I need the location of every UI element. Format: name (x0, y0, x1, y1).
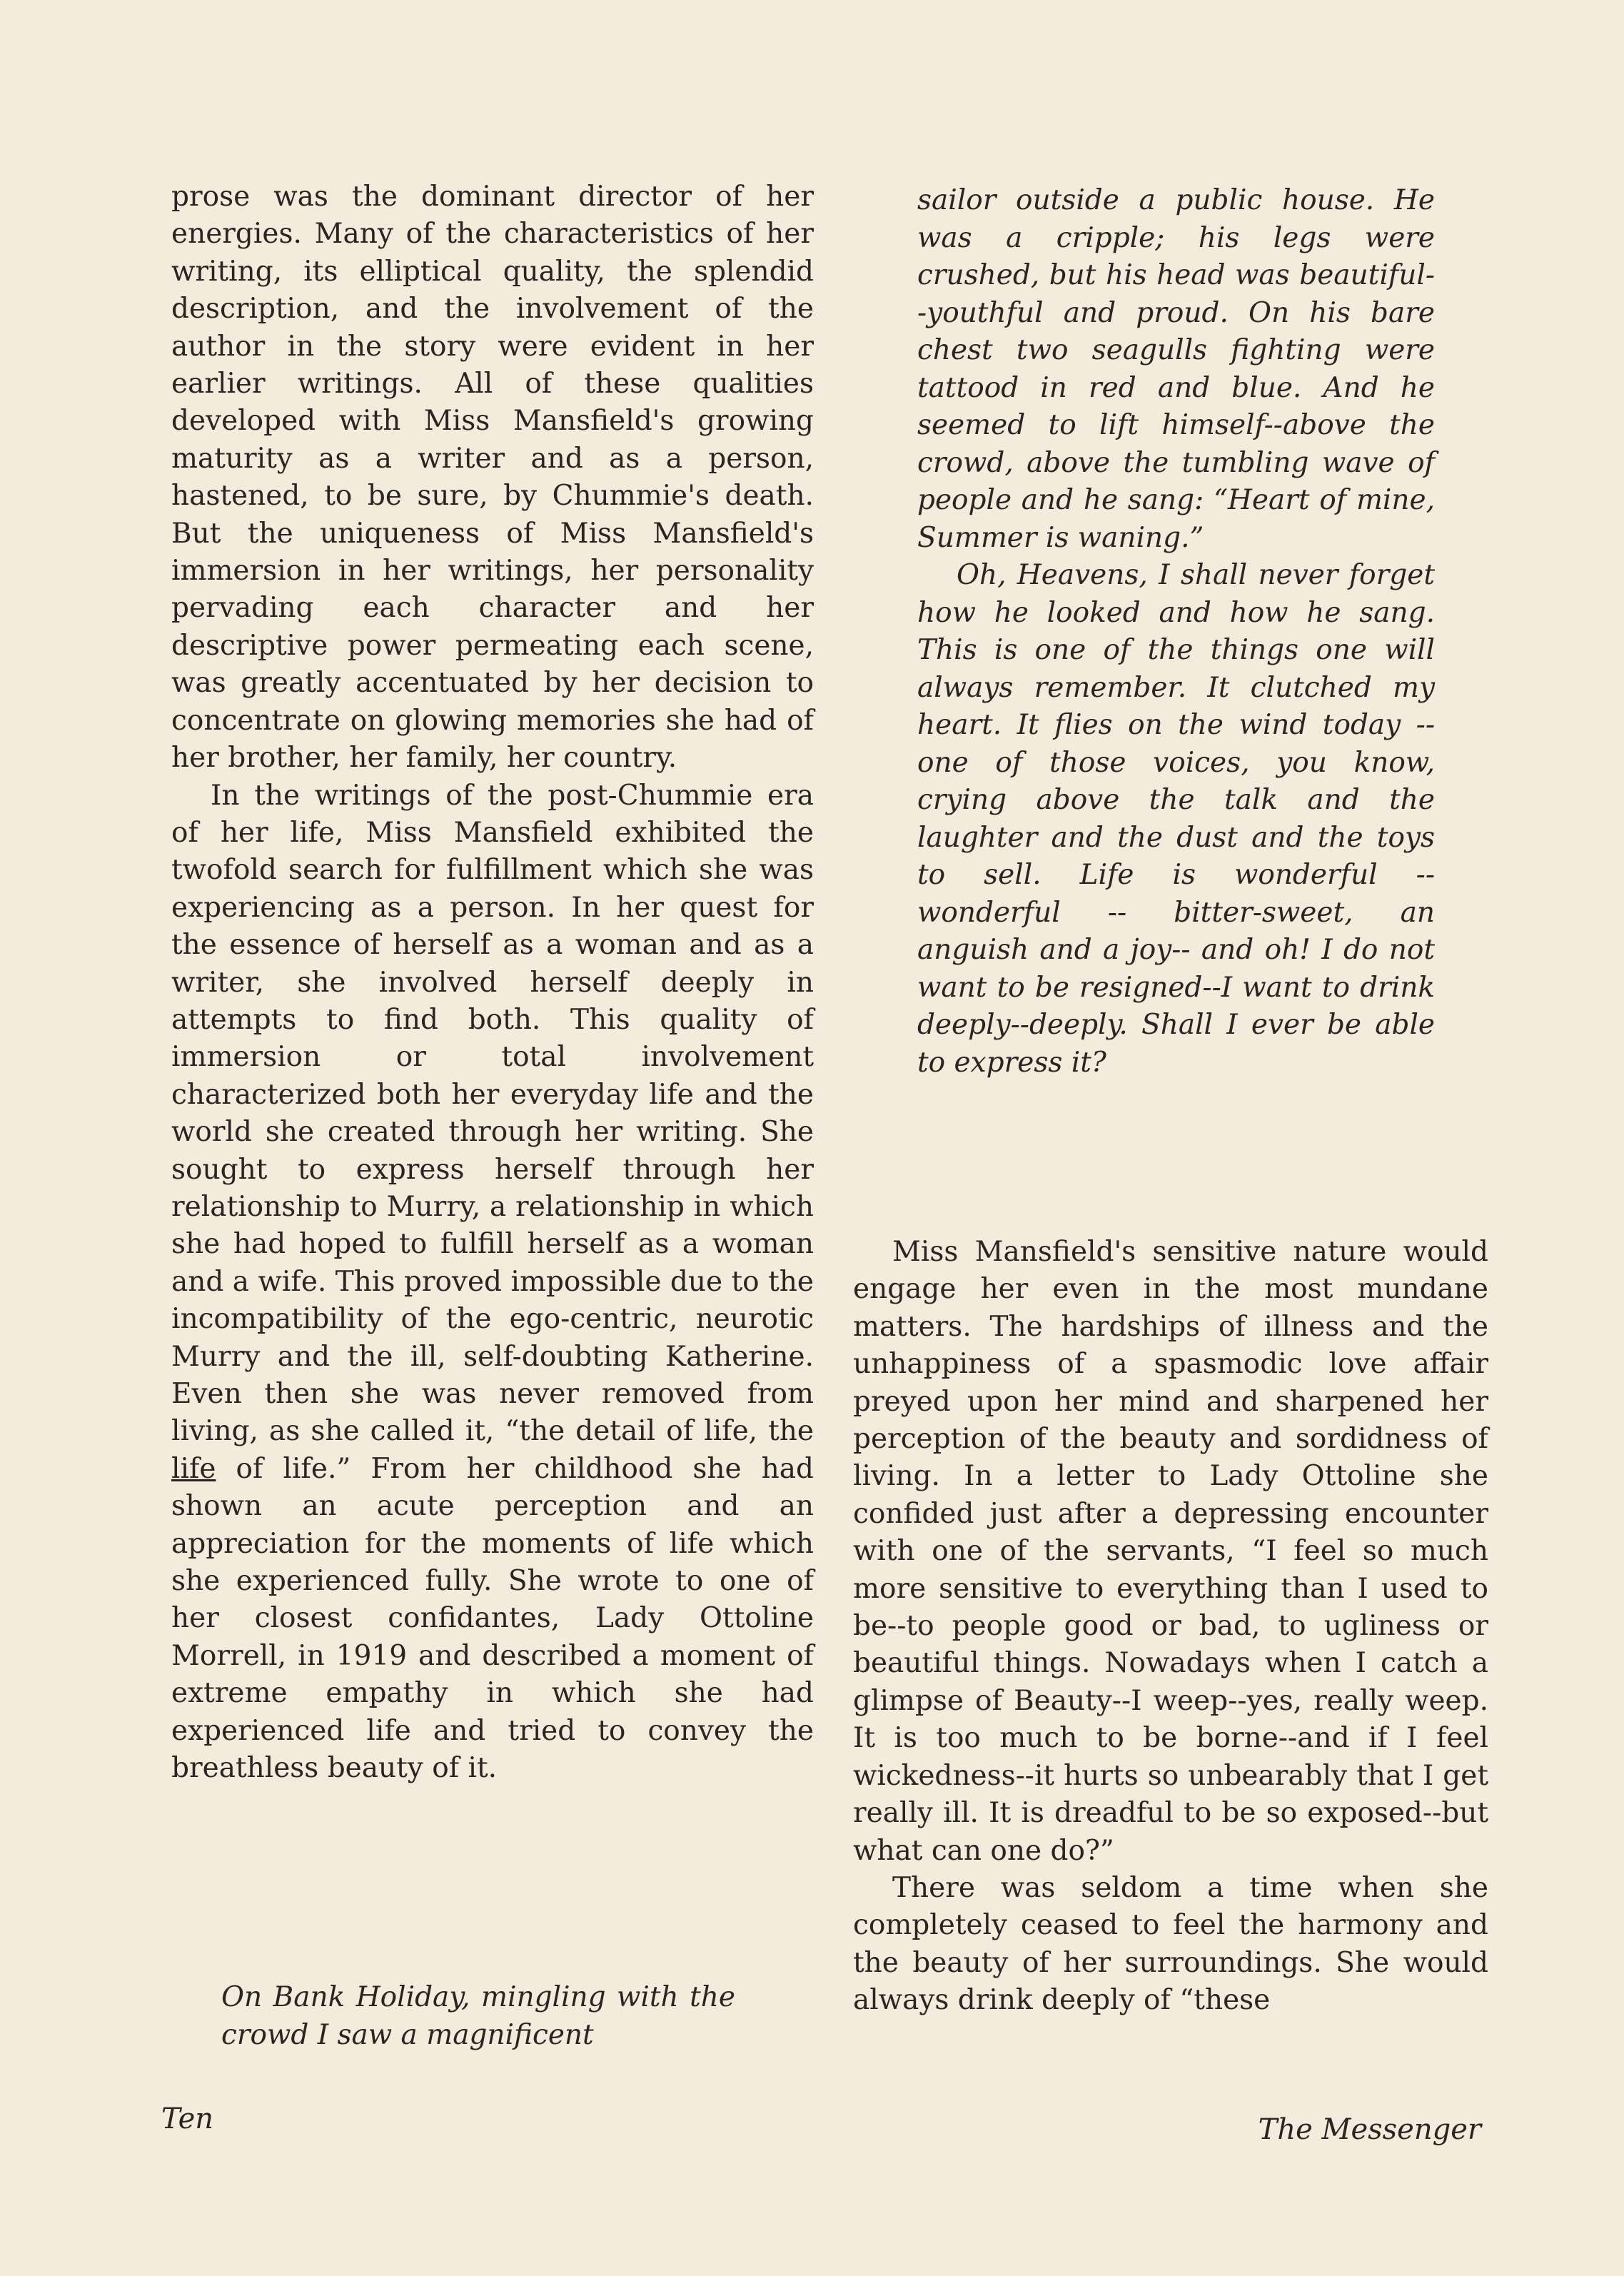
left-paragraph-2-part-a: In the writings of the post-Chummie era of her life, Miss Mansfield exhibited the twofold search for fulfillment which she was experiencing as a person. In her quest for the essence of herself as a woman and as a writer, she involved herself deeply in attempts to find both. This quality of immersion or total involvement characterized both her everyday life and the world she created through her writing. She sought to express herself through her relationship to Murry, a relationship in which she had hoped to fulfill herself as a woman and a wife. This proved impossible due to the incompatibility of the ego-centric, neurotic Murry and the ill, self-doubting Katherine. Even then she was never removed from living, as she called it, “the detail of life, the (171, 779, 814, 1448)
left-paragraph-2 (171, 777, 814, 1788)
right-paragraph-1: Miss Mansfield's sensitive nature would engage her even in the most mundane matters. The hardships of illness and the unhappiness of a spasmodic love affair preyed upon her mind and sharpened her perception of the beauty and sordidness of living. In a letter to Lady Ottoline she confided just after a depressing encounter with one of the servants, “I feel so much more sensitive to everything than I used to be--to people good or bad, to ugliness or beautiful things. Nowadays when I catch a glimpse of Beauty--I weep--yes, really weep. It is too much to be borne--and if I feel wickedness--it hurts so unbearably that I get really ill. It is dreadful to be so exposed--but what can one do?” (853, 1236, 1488, 1867)
left-quote-text: On Bank Holiday, mingling with the crowd I saw a magnificent (221, 1981, 735, 2051)
right-quote-paragraph-2: Oh, Heavens, I shall never forget how he looked and how he sang. This is one of the things one will always remember. It clutched my heart. It flies on the wind today -- one of those voices, you know, crying above the talk and the laughter and the dust and the toys to sell. Life is wonderful -- wonderful -- bitter-sweet, an anguish and a joy-- and oh! I do not want to be resigned--I want to drink deeply--deeply. Shall I ever be able to express it? (917, 559, 1435, 1079)
left-paragraph-1: prose was the dominant director of her energies. Many of the characteristics of her writing, its elliptical quality, the splendid description, and the involvement of the author in the story were evident in her earlier writings. All of these qualities developed with Miss Mansfield's growing maturity as a writer and as a person, hastened, to be sure, by Chummie's death. But the uniqueness of Miss Mansfield's immersion in her writings, her personality pervading each character and her descriptive power permeating each scene, was greatly accentuated by her decision to concentrate on glowing memories she had of her brother, her family, her country. (171, 181, 814, 775)
right-block-quote (917, 182, 1435, 1082)
left-column (171, 178, 814, 1787)
publication-name: The Messenger (1258, 2113, 1481, 2146)
left-block-quote (221, 1979, 735, 2054)
right-quote-paragraph-1: sailor outside a public house. He was a cripple; his legs were crushed, but his head was beautiful--youthful and proud. On his bare chest two seagulls fighting were tattood in red and blue. And he seemed to lift himself--above the crowd, above the tumbling wave of people and he sang: “Heart of mine, Summer is waning.” (917, 184, 1435, 554)
right-paragraph-2: There was seldom a time when she completely ceased to feel the harmony and the beauty of her surroundings. She would always drink deeply of “these (853, 1871, 1488, 2017)
left-paragraph-2-part-b: of life.” From her childhood she had shown an acute perception and an appreciation for the moments of life which she experienced fully. She wrote to one of her closest confidantes, Lady Ottoline Morrell, in 1919 and described a moment of extreme empathy in which she had experienced life and tried to convey the breathless beauty of it. (171, 1452, 814, 1785)
underlined-life: life (171, 1452, 216, 1485)
right-column-body (853, 1234, 1488, 2020)
page-label: Ten (161, 2103, 214, 2135)
